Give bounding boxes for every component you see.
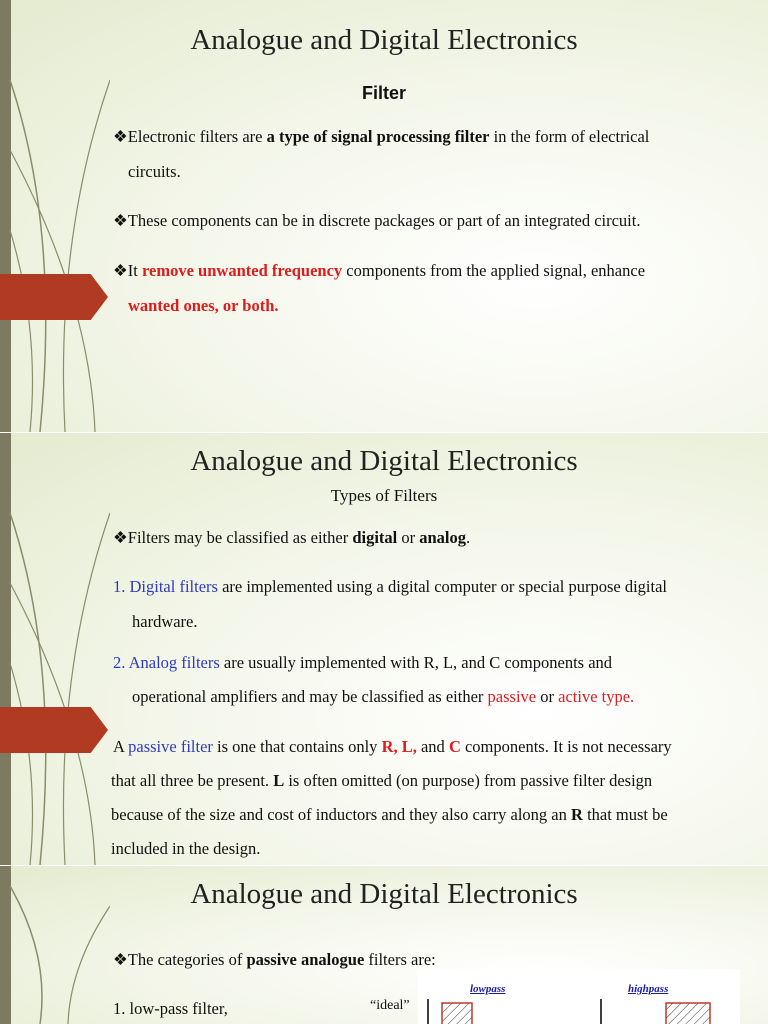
list-item-1: 1. low-pass filter, (113, 999, 228, 1018)
slide-2 (0, 433, 768, 865)
slide-title: Analogue and Digital Electronics (190, 24, 578, 56)
highpass-label: highpass (628, 983, 669, 995)
slide-title: Analogue and Digital Electronics (190, 878, 578, 910)
slide-subtitle: Filter (361, 83, 406, 103)
slide-3 (0, 866, 768, 1024)
bullet-1: ❖Electronic filters are a type of signal processing filter in the form of electrical (113, 127, 650, 146)
bullet-1-cont: circuits. (128, 162, 181, 181)
numbered-item-2-cont: operational amplifiers and may be classified as either passive or active type. (132, 687, 635, 706)
lowpass-label: lowpass (470, 983, 506, 995)
diamond-bullet-icon: ❖ (113, 950, 128, 969)
passive-filter-paragraph: A passive filter is one that contains only R, L, and C components. It is not necessary (113, 737, 672, 756)
passive-filter-line-2: that all three be present. L is often omitted (on purpose) from passive filter design (111, 771, 653, 790)
numbered-item-1-cont: hardware. (132, 612, 198, 631)
diamond-bullet-icon: ❖ (113, 528, 128, 547)
passive-filter-line-4: included in the design. (111, 839, 261, 858)
decorative-curves (0, 0, 110, 432)
slide-subtitle: Types of Filters (330, 486, 438, 505)
bullet-3: ❖It remove unwanted frequency components from the applied signal, enhance (113, 261, 646, 280)
bullet-1: ❖Filters may be classified as either digital or analog. (113, 528, 471, 547)
filter-response-figure (418, 969, 740, 1024)
accent-tab (0, 707, 108, 753)
numbered-item-1: 1. Digital filters are implemented using a digital computer or special purpose digital (113, 577, 667, 596)
bullet-3-cont: wanted ones, or both. (128, 296, 279, 315)
diamond-bullet-icon: ❖ (113, 261, 128, 280)
diamond-bullet-icon: ❖ (113, 211, 128, 230)
accent-tab (0, 274, 108, 320)
diamond-bullet-icon: ❖ (113, 127, 128, 146)
passive-filter-line-3: because of the size and cost of inductors and they also carry along an R that must be (111, 805, 668, 824)
bullet-2: ❖These components can be in discrete packages or part of an integrated circuit. (113, 211, 641, 230)
ideal-label: “ideal” (370, 998, 410, 1013)
slide-title: Analogue and Digital Electronics (190, 445, 578, 477)
filter-response-graphic (418, 969, 740, 1024)
slide-1 (0, 0, 768, 432)
numbered-item-2: 2. Analog filters are usually implemented with R, L, and C components and (113, 653, 613, 672)
bullet-1: ❖The categories of passive analogue filters are: (113, 950, 436, 969)
